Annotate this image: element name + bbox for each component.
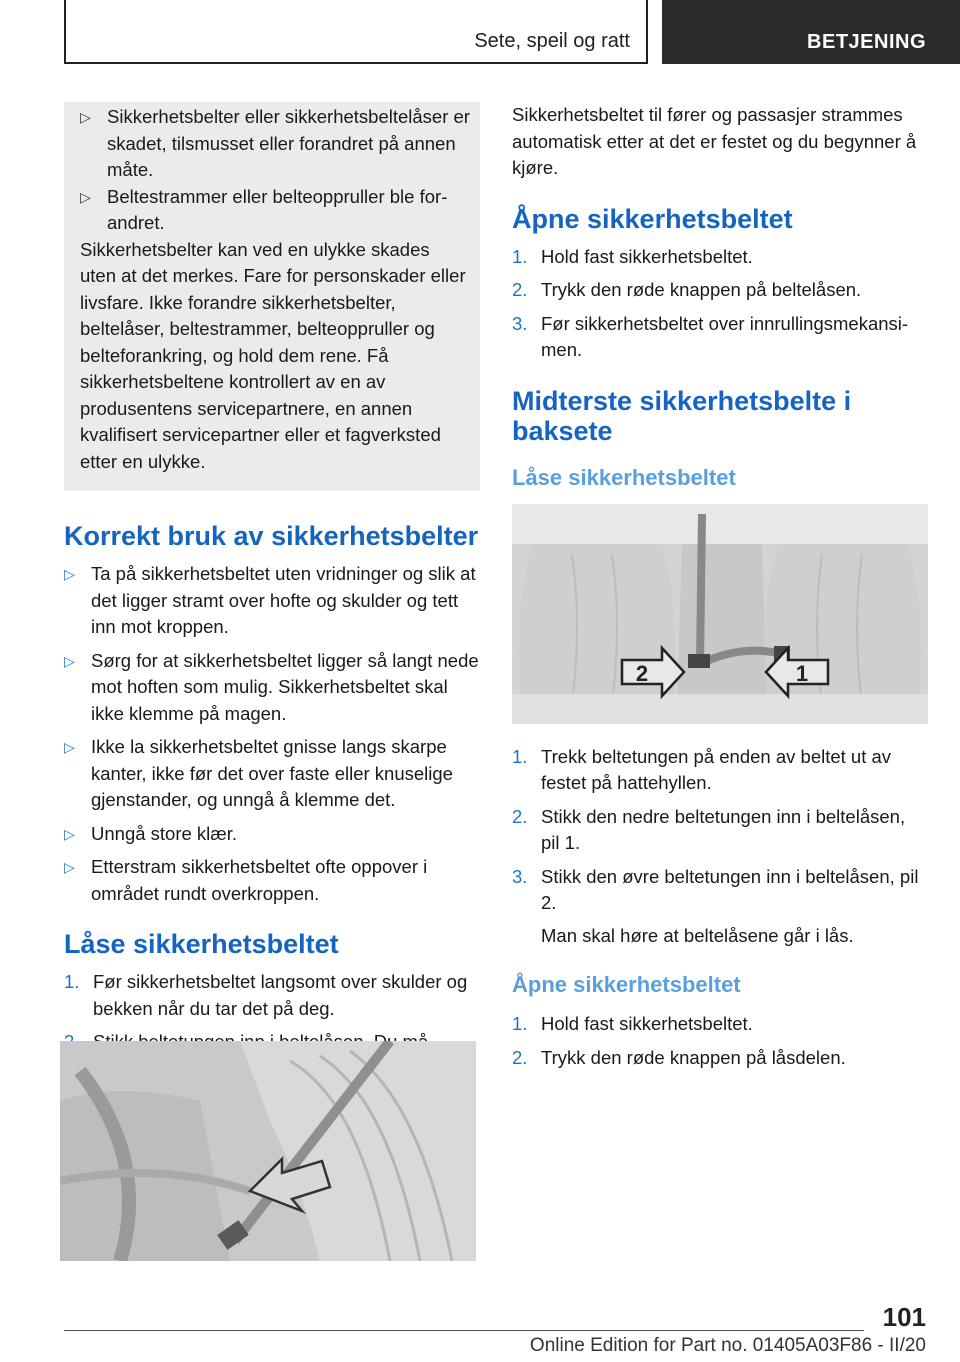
heading-lock: Låse sikkerhetsbeltet: [64, 929, 339, 959]
step-item: 2. Stikk den nedre beltetungen inn i beltelåsen, pil 1.: [512, 805, 906, 853]
step-item: 2. Trykk den røde knappen på beltelåsen.: [512, 279, 862, 300]
callout-2: 2: [635, 660, 649, 686]
heading-correct-use: Korrekt bruk av sikkerhetsbelter: [64, 521, 479, 551]
step-item: 1. Trekk beltetungen på enden av beltet ut av festet på hattehyllen.: [512, 745, 892, 793]
warning-bullet: ▷ Beltestrammer eller belteoppruller ble forandret.: [80, 185, 448, 233]
list-item: ▷ Ikke la sikkerhetsbeltet gnisse langs skarpe kanter, ikke før det over faste eller knuselige gjenstander, og unngå å klemme det.: [64, 736, 453, 810]
page-number: 101: [882, 1302, 926, 1332]
step-item: 2. Trykk den røde knappen på låsdelen.: [512, 1046, 846, 1068]
heading-middle-belt: Midterste sikkerhetsbelte i baksete: [512, 385, 852, 446]
intro-text: Sikkerhetsbeltet til fører og passasjer strammes automatisk etter at det er festet og du begynner å kjøre.: [512, 104, 917, 178]
subheading-lock: Låse sikkerhetsbeltet: [512, 464, 736, 490]
rear-seat-illustration: [512, 504, 928, 724]
list-item: ▷ Etterstram sikkerhetsbeltet ofte oppover i området rundt overkroppen.: [64, 856, 428, 904]
step-item: 1. Før sikkerhetsbeltet langsomt over skulder og bekken når du tar det på deg.: [64, 971, 468, 1019]
footer-divider: [64, 1330, 864, 1331]
heading-open: Åpne sikkerhetsbeltet: [512, 203, 793, 234]
triangle-bullet-icon: ▷: [64, 859, 75, 875]
header-chapter-tab: [662, 0, 960, 64]
header-section-box: [64, 0, 648, 64]
warning-bullet: ▷ Sikkerhetsbelter eller sikkerhetsbeltelåser er skadet, tilsmusset eller forandret på annen måte.: [80, 106, 470, 180]
list-item: ▷ Unngå store klær.: [64, 821, 480, 848]
triangle-bullet-icon: ▷: [64, 739, 75, 755]
right-column: [512, 102, 928, 1078]
warning-box: [64, 102, 480, 491]
step-item: 3. Før sikkerhetsbeltet over innrullingsmekansimen.: [512, 312, 909, 360]
header-section-title: Sete, speil og ratt: [474, 30, 630, 52]
footer-edition: Online Edition for Part no. 01405A03F86 - II/20: [529, 1335, 926, 1356]
front-seat-illustration: [60, 1041, 476, 1261]
front-seat-belt-image: [60, 1041, 476, 1261]
triangle-bullet-icon: ▷: [64, 825, 75, 842]
list-item: ▷ Ta på sikkerhetsbeltet uten vridninger og slik at det ligger stramt over hofte og skulder og tett inn mot kroppen.: [64, 563, 476, 637]
triangle-bullet-icon: ▷: [64, 652, 75, 669]
list-item: ▷ Sørg for at sikkerhetsbeltet ligger så langt nede mot hoften som mulig. Sikkerhetsbeltet skal ikke klemme på magen.: [64, 649, 479, 724]
step-item: 3. Stikk den øvre beltetungen inn i beltelåsen, pil 2. Man skal høre at beltelåsene går i lås.: [512, 864, 928, 950]
triangle-bullet-icon: ▷: [80, 188, 91, 205]
rear-seat-belt-image: [512, 504, 928, 724]
step-continuation: Man skal høre at beltelåsene går i lås.: [541, 924, 854, 946]
triangle-bullet-icon: ▷: [80, 109, 91, 125]
callout-1: 1: [795, 660, 809, 686]
warning-text: Sikkerhetsbelter kan ved en ulykke skades uten at det merkes. Fare for personskader eller livsfare. Ikke forandre sikkerhetsbelter, beltelåser, beltestrammer, belteoppruller og belteforankring, og hold dem rene. Få sikkerhetsbeltene kontrollert av en av produsentens servicepartnere, en annen kvalifisert servicepartner eller et fagverksted etter en ulykke.: [80, 238, 466, 472]
subheading-open: Åpne sikkerhetsbeltet: [512, 972, 741, 997]
step-item: 1. Hold fast sikkerhetsbeltet.: [512, 245, 753, 267]
triangle-bullet-icon: ▷: [64, 566, 75, 582]
left-column: [64, 102, 480, 1089]
header-chapter-label: BETJENING: [807, 31, 926, 53]
step-item: 1. Hold fast sikkerhetsbeltet.: [512, 1013, 753, 1034]
